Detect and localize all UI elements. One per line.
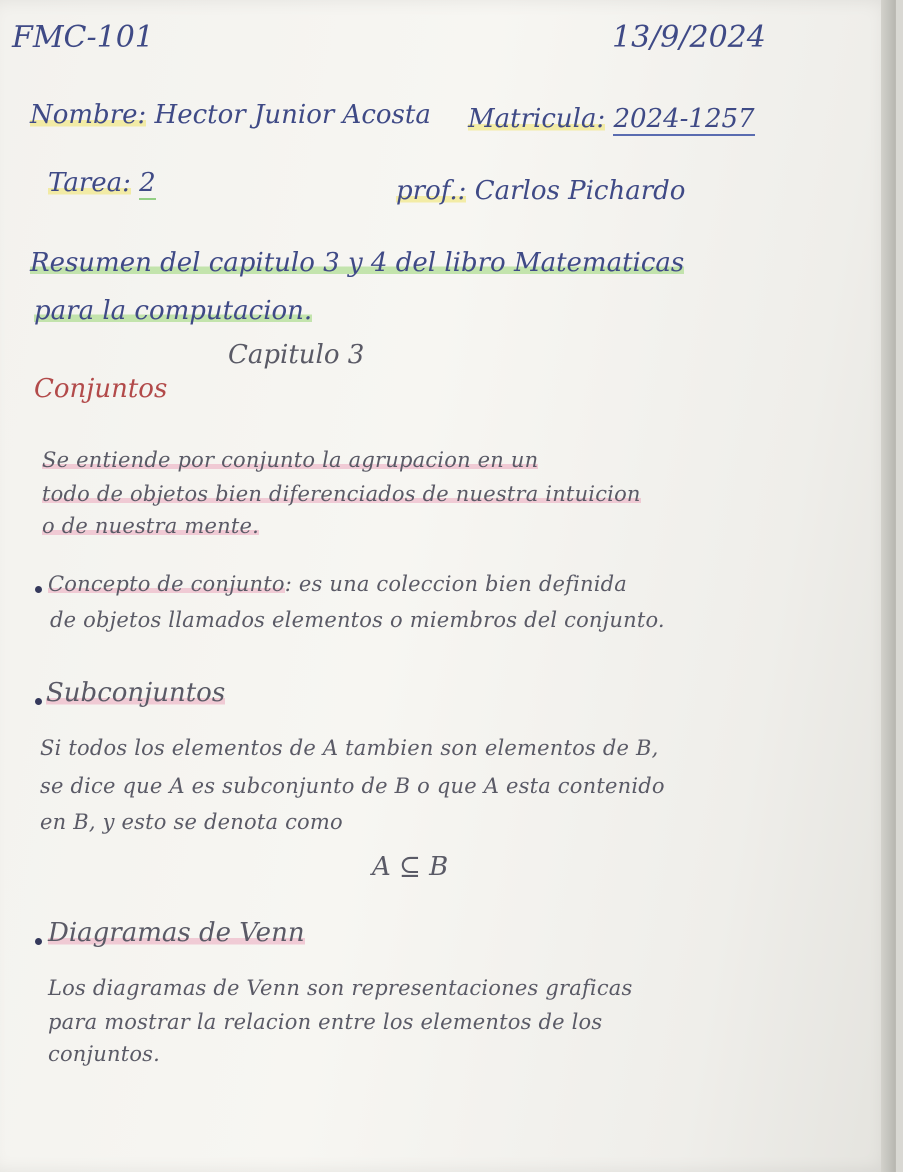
topic-1-heading: Concepto de conjunto xyxy=(48,572,285,596)
prof-value: Carlos Pichardo xyxy=(474,176,686,206)
id-label: Matricula: xyxy=(468,104,606,134)
id-value: 2024-1257 xyxy=(613,104,755,134)
task-value: 2 xyxy=(139,168,156,198)
course-code: FMC-101 xyxy=(12,20,154,55)
bullet-dot xyxy=(35,586,42,593)
section-title: Conjuntos xyxy=(34,374,168,404)
topic-3-line-3: conjuntos. xyxy=(48,1042,161,1066)
name-value: Hector Junior Acosta xyxy=(154,100,431,130)
intro-line-3: o de nuestra mente. xyxy=(42,514,259,538)
id-field xyxy=(468,104,755,134)
task-label: Tarea: xyxy=(48,168,131,198)
topic-2-line-3: en B, y esto se denota como xyxy=(40,810,343,834)
topic-2-line-2: se dice que A es subconjunto de B o que A esta contenido xyxy=(40,774,665,798)
summary-title-line-2: para la computacion. xyxy=(34,296,313,326)
prof-label: prof.: xyxy=(396,176,467,206)
intro-line-2: todo de objetos bien diferenciados de nuestra intuicion xyxy=(42,482,641,506)
bullet-dot xyxy=(35,698,42,705)
topic-1-line-1: Concepto de conjunto: es una coleccion bien definida xyxy=(48,572,628,596)
bullet-dot xyxy=(35,938,42,945)
subset-formula: A ⊆ B xyxy=(372,852,449,882)
prof-field xyxy=(396,176,685,206)
date: 13/9/2024 xyxy=(612,20,766,55)
name-field xyxy=(30,100,431,130)
name-label: Nombre: xyxy=(30,100,147,130)
topic-3-line-2: para mostrar la relacion entre los elementos de los xyxy=(48,1010,603,1034)
topic-2-line-1: Si todos los elementos de A tambien son elementos de B, xyxy=(40,736,659,760)
topic-3-line-1: Los diagramas de Venn son representaciones graficas xyxy=(48,976,633,1000)
topic-3-heading: Diagramas de Venn xyxy=(48,918,305,948)
intro-line-1: Se entiende por conjunto la agrupacion en un xyxy=(42,448,539,472)
page-edge-shadow xyxy=(881,0,895,1172)
chapter-label: Capitulo 3 xyxy=(228,340,365,370)
topic-1-line-2: de objetos llamados elementos o miembros del conjunto. xyxy=(50,608,665,632)
summary-title-line-1: Resumen del capitulo 3 y 4 del libro Matematicas xyxy=(30,248,685,278)
task-field xyxy=(48,168,156,198)
topic-2-heading: Subconjuntos xyxy=(46,678,226,708)
